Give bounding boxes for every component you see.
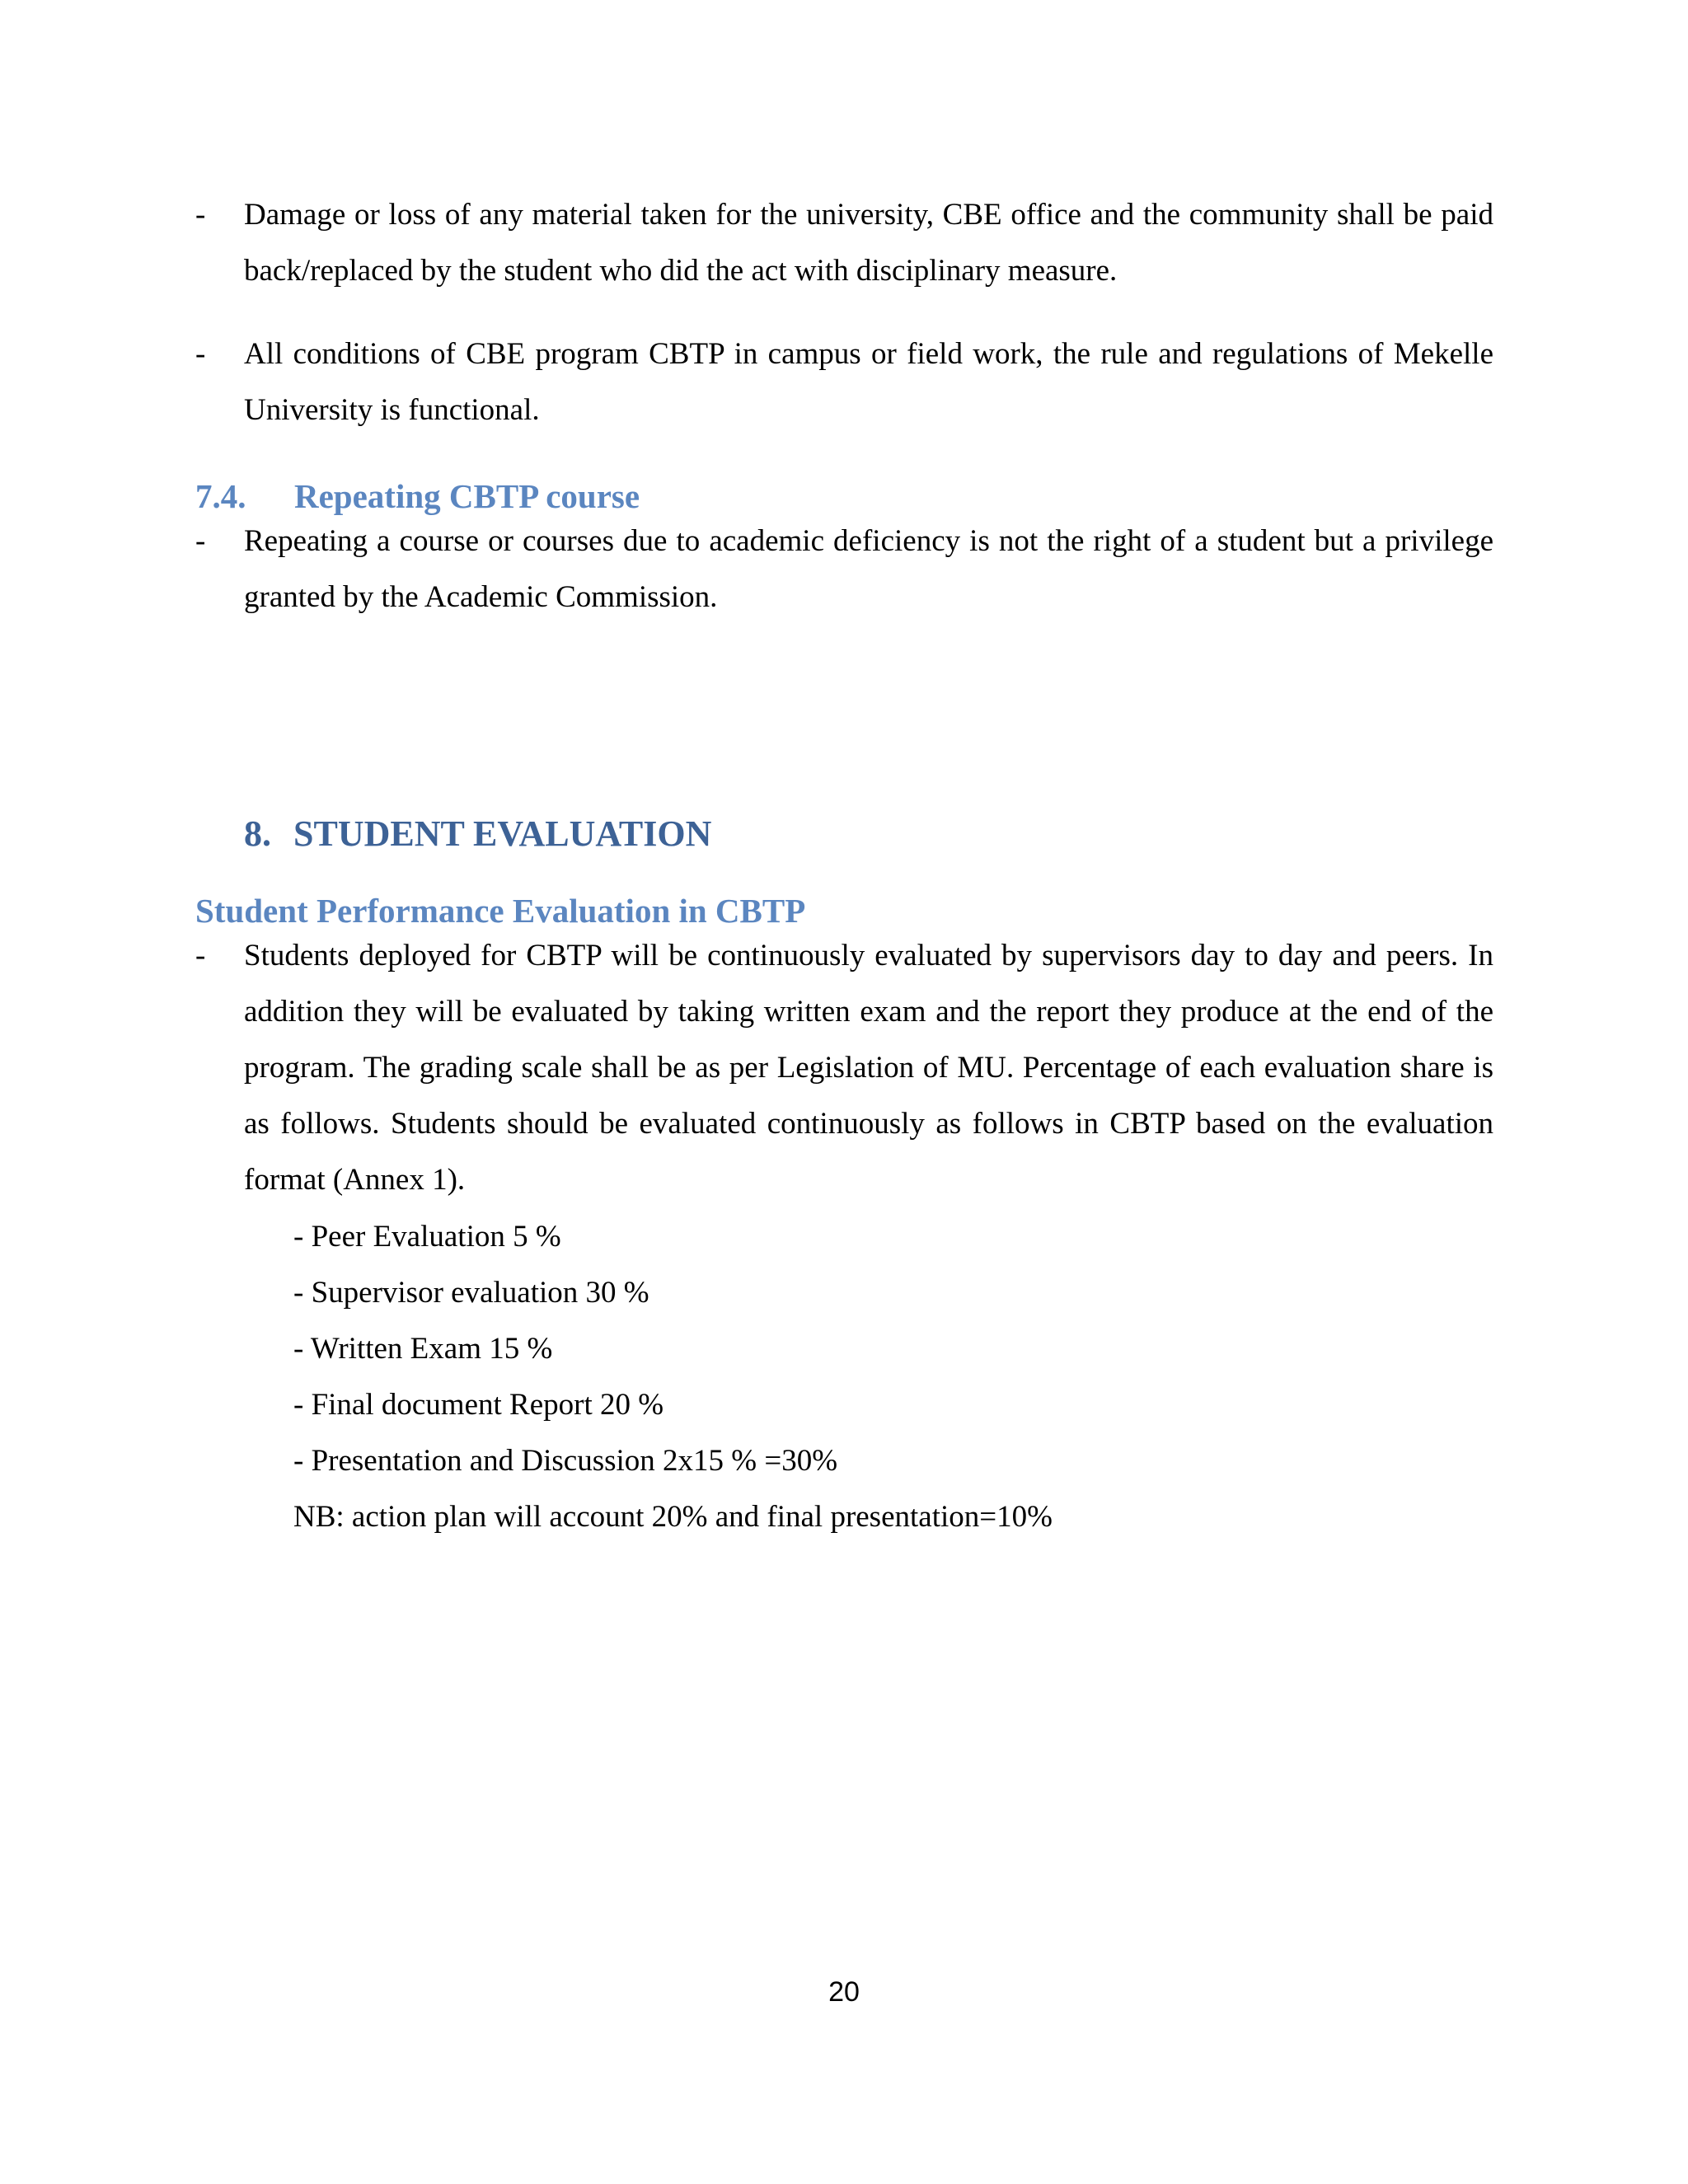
section-number: 7.4. xyxy=(195,477,246,515)
bullet-text: Repeating a course or courses due to academic deficiency is not the right of a student but a privilege granted by the Academic Commission. xyxy=(244,524,1493,614)
bullet-dash: - xyxy=(195,939,206,972)
bullet-dash: - xyxy=(195,524,206,558)
evaluation-share-list xyxy=(293,1209,1053,1545)
bullet-students-deployed xyxy=(195,928,1493,1208)
bullet-dash: - xyxy=(195,337,206,371)
section-title: STUDENT EVALUATION xyxy=(293,813,712,854)
section-number: 8. xyxy=(244,813,271,854)
bullet-text: Damage or loss of any material taken for the university, CBE office and the community shall be paid back/replaced by the student who did the act with disciplinary measure. xyxy=(244,198,1493,288)
section-7-4-heading xyxy=(195,476,640,517)
list-item: - Written Exam 15 % xyxy=(293,1332,553,1366)
bullet-repeating-course xyxy=(195,513,1493,626)
bullet-text: All conditions of CBE program CBTP in campus or field work, the rule and regulations of Mekelle University is functional. xyxy=(244,337,1493,427)
page-number: 20 xyxy=(828,1976,860,2008)
section-title: Repeating CBTP course xyxy=(294,477,640,515)
subsection-heading xyxy=(195,890,805,931)
bullet-conditions xyxy=(195,326,1493,438)
list-item: - Peer Evaluation 5 % xyxy=(293,1220,561,1254)
list-item: - Supervisor evaluation 30 % xyxy=(293,1276,649,1310)
list-item: - Presentation and Discussion 2x15 % =30% xyxy=(293,1444,838,1478)
bullet-damage-loss xyxy=(195,187,1493,299)
subsection-title: Student Performance Evaluation in CBTP xyxy=(195,892,806,930)
list-item: - Final document Report 20 % xyxy=(293,1388,664,1422)
nb-note: NB: action plan will account 20% and final presentation=10% xyxy=(293,1500,1053,1534)
bullet-dash: - xyxy=(195,198,206,232)
section-8-heading xyxy=(244,811,711,857)
bullet-text: Students deployed for CBTP will be continuously evaluated by supervisors day to day and peers. In addition they will be evaluated by taking written exam and the report they produce at the end of the program. The grading scale shall be as per Legislation of MU. Percentage of each evaluation share is as follows. Students should be evaluated continuously as follows in CBTP based on the evaluation format (Annex 1). xyxy=(244,939,1493,1197)
